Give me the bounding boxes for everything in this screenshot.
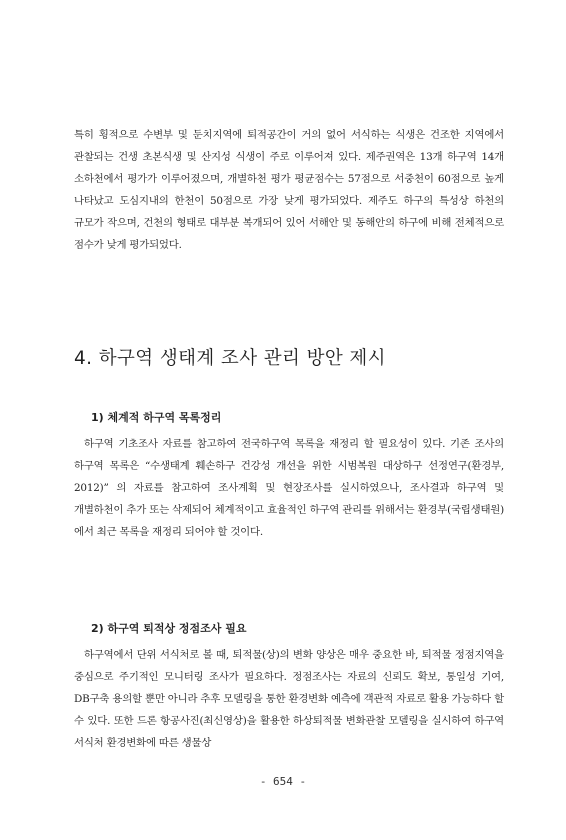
subsection-2-body-block xyxy=(74,644,504,754)
intro-paragraph: 특히 횡적으로 수변부 및 둔치지역에 퇴적공간이 거의 없어 서식하는 식생은 건조한 지역에서 관찰되는 건생 초본식생 및 산지성 식생이 주로 이루어져 있다. 제주권역은 13개 하구역 14개 소하천에서 평가가 이루어졌으며, 개별하천 평가 평균점수는 57점으로 서중천이 60점으로 높게 나타났고 도심지내의 한천이 50점으로 가장 낮게 평가되었다. 제주도 하구의 특성상 하천의 규모가 작으며, 건천의 형태로 대부분 복개되어 있어 서해안 및 동해안의 하구에 비해 전체적으로 점수가 낮게 평가되었다. xyxy=(74,129,504,251)
subsection-1-body-block xyxy=(74,433,504,543)
subsection-1-body: 하구역 기초조사 자료를 참고하여 전국하구역 목록을 재정리 할 필요성이 있다. 기존 조사의 하구역 목록은 “수생태계 훼손하구 건강성 개선을 위한 시범복원 대상하구 선정연구(환경부, 2012)” 의 자료를 참고하여 조사계획 및 현장조사를 실시하였으나, 조사결과 하구역 및 개별하천이 추가 또는 삭제되어 체계적이고 효율적인 하구역 관리를 위해서는 환경부(국립생태원)에서 최근 목록을 재정리 되어야 할 것이다. xyxy=(74,438,504,538)
page-number: - 654 - xyxy=(259,775,307,788)
subsection-2-body: 하구역에서 단위 서식처로 볼 때, 퇴적물(상)의 변화 양상은 매우 중요한 바, 퇴적물 정점지역을 중심으로 주기적인 모니터링 조사가 필요하다. 정점조사는 자료의 신뢰도 확보, 통일성 기여, DB구축 용의할 뿐만 아니라 추후 모델링을 통한 환경변화 예측에 객관적 자료로 활용 가능하다 할 수 있다. 또한 드론 항공사진(최신영상)을 활용한 하상퇴적물 변화관찰 모델링을 실시하여 하구역 서식처 환경변화에 따른 생물상 xyxy=(74,649,504,749)
section-title: 4. 하구역 생태계 조사 관리 방안 제시 xyxy=(74,348,386,369)
subsection-1-title: 1) 체계적 하구역 목록정리 xyxy=(91,411,222,424)
subsection-2-title: 2) 하구역 퇴적상 정점조사 필요 xyxy=(91,622,247,635)
